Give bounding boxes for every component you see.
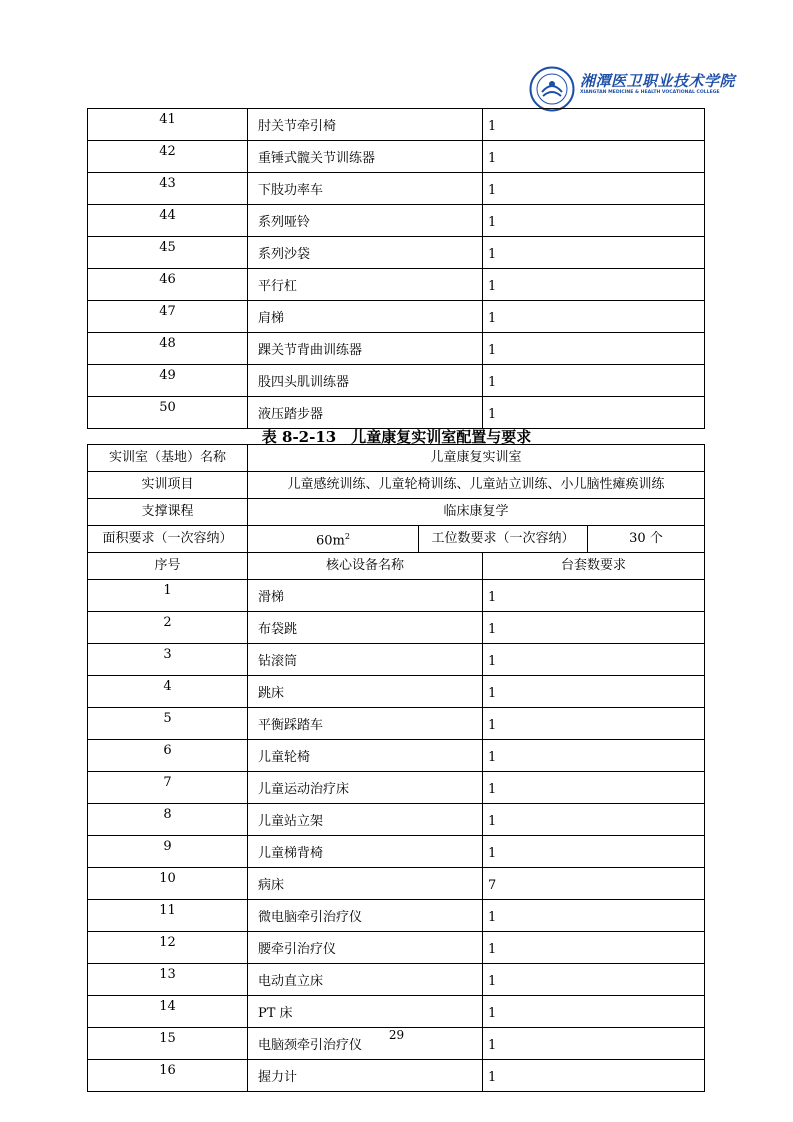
table-row	[88, 676, 705, 708]
area-value-sup: 2	[344, 531, 350, 541]
equipment-quantity: 1	[483, 269, 705, 301]
row-number: 3	[88, 644, 248, 676]
equipment-quantity: 1	[483, 237, 705, 269]
table-row	[88, 237, 705, 269]
lab-name-value: 儿童康复实训室	[248, 445, 705, 472]
equipment-quantity: 1	[483, 173, 705, 205]
row-number: 44	[88, 205, 248, 237]
table-caption: 表 8-2-13 儿童康复实训室配置与要求	[261, 428, 532, 446]
station-label: 工位数要求（一次容纳）	[419, 526, 588, 553]
table-row	[88, 109, 705, 141]
equipment-quantity: 1	[483, 964, 705, 996]
equipment-name: 踝关节背曲训练器	[248, 333, 483, 365]
equipment-quantity: 1	[483, 333, 705, 365]
equipment-quantity: 1	[483, 1028, 705, 1060]
equipment-quantity: 1	[483, 109, 705, 141]
table-row	[88, 205, 705, 237]
row-number: 7	[88, 772, 248, 804]
table-row	[88, 141, 705, 173]
equipment-quantity: 1	[483, 301, 705, 333]
equipment-name: 病床	[248, 868, 483, 900]
table-row	[88, 333, 705, 365]
col-header-no: 序号	[88, 553, 248, 580]
row-number: 12	[88, 932, 248, 964]
equipment-name: 钻滚筒	[248, 644, 483, 676]
row-number: 5	[88, 708, 248, 740]
course-label: 支撑课程	[88, 499, 248, 526]
row-number: 4	[88, 676, 248, 708]
equipment-name: 儿童轮椅	[248, 740, 483, 772]
table-row	[88, 173, 705, 205]
row-number: 15	[88, 1028, 248, 1060]
school-name-cn: 湘潭医卫职业技术学院	[580, 72, 736, 90]
equipment-name: 握力计	[248, 1060, 483, 1092]
equipment-quantity: 1	[483, 996, 705, 1028]
row-number: 49	[88, 365, 248, 397]
equipment-name: 系列哑铃	[248, 205, 483, 237]
training-project-value: 儿童感统训练、儿童轮椅训练、儿童站立训练、小儿脑性瘫痪训练	[248, 472, 705, 499]
lab-name-label: 实训室（基地）名称	[88, 445, 248, 472]
table-row	[88, 1060, 705, 1092]
equipment-quantity: 1	[483, 1060, 705, 1092]
equipment-name: 平衡踩踏车	[248, 708, 483, 740]
equipment-quantity: 1	[483, 644, 705, 676]
page-number: 29	[388, 1028, 405, 1042]
row-number: 11	[88, 900, 248, 932]
equipment-name: 电脑颈牵引治疗仪	[248, 1028, 483, 1060]
area-value	[248, 526, 419, 553]
course-row	[88, 499, 705, 526]
equipment-quantity: 7	[483, 868, 705, 900]
row-number: 48	[88, 333, 248, 365]
row-number: 10	[88, 868, 248, 900]
table-row	[88, 932, 705, 964]
area-row	[88, 526, 705, 553]
lab-name-row	[88, 445, 705, 472]
table-row	[88, 740, 705, 772]
equipment-quantity: 1	[483, 932, 705, 964]
course-value: 临床康复学	[248, 499, 705, 526]
school-seal-icon	[529, 66, 575, 112]
equipment-quantity: 1	[483, 804, 705, 836]
row-number: 8	[88, 804, 248, 836]
row-number: 2	[88, 612, 248, 644]
table-row	[88, 836, 705, 868]
equipment-name: 布袋跳	[248, 612, 483, 644]
equipment-name: 系列沙袋	[248, 237, 483, 269]
equipment-name: 跳床	[248, 676, 483, 708]
area-label: 面积要求（一次容纳）	[88, 526, 248, 553]
equipment-quantity: 1	[483, 205, 705, 237]
equipment-quantity: 1	[483, 365, 705, 397]
table-row	[88, 772, 705, 804]
row-number: 50	[88, 397, 248, 429]
table-row	[88, 644, 705, 676]
table-row	[88, 708, 705, 740]
equipment-quantity: 1	[483, 836, 705, 868]
school-name-en: XIANGTAN MEDICINE & HEALTH VOCATIONAL COLLEGE	[580, 90, 720, 95]
row-number: 16	[88, 1060, 248, 1092]
equipment-name: 肘关节牵引椅	[248, 109, 483, 141]
pediatric-rehab-lab-table	[87, 444, 705, 1092]
table-row	[88, 269, 705, 301]
row-number: 14	[88, 996, 248, 1028]
equipment-name: 儿童站立架	[248, 804, 483, 836]
equipment-name: 肩梯	[248, 301, 483, 333]
equipment-name: 儿童运动治疗床	[248, 772, 483, 804]
table-row	[88, 365, 705, 397]
col-header-qty: 台套数要求	[483, 553, 705, 580]
equipment-quantity: 1	[483, 141, 705, 173]
table-row	[88, 580, 705, 612]
table-row	[88, 612, 705, 644]
row-number: 45	[88, 237, 248, 269]
table-row	[88, 964, 705, 996]
table-row	[88, 868, 705, 900]
equipment-name: 平行杠	[248, 269, 483, 301]
training-project-row	[88, 472, 705, 499]
school-logo	[529, 66, 736, 112]
row-number: 43	[88, 173, 248, 205]
equipment-name: 股四头肌训练器	[248, 365, 483, 397]
training-project-label: 实训项目	[88, 472, 248, 499]
row-number: 47	[88, 301, 248, 333]
equipment-name: 电动直立床	[248, 964, 483, 996]
row-number: 13	[88, 964, 248, 996]
row-number: 6	[88, 740, 248, 772]
equipment-quantity: 1	[483, 580, 705, 612]
equipment-name: 液压踏步器	[248, 397, 483, 429]
table-row	[88, 301, 705, 333]
table-row	[88, 804, 705, 836]
equipment-quantity: 1	[483, 740, 705, 772]
row-number: 46	[88, 269, 248, 301]
table-row	[88, 996, 705, 1028]
equipment-quantity: 1	[483, 397, 705, 429]
area-value-base: 60m	[316, 533, 345, 549]
equipment-table-continued	[87, 108, 705, 429]
equipment-quantity: 1	[483, 708, 705, 740]
row-number: 42	[88, 141, 248, 173]
equipment-name: 微电脑牵引治疗仪	[248, 900, 483, 932]
equipment-quantity: 1	[483, 612, 705, 644]
col-header-name: 核心设备名称	[248, 553, 483, 580]
table-row	[88, 900, 705, 932]
equipment-name: 腰牵引治疗仪	[248, 932, 483, 964]
equipment-name: 下肢功率车	[248, 173, 483, 205]
equipment-name: 儿童梯背椅	[248, 836, 483, 868]
column-header-row	[88, 553, 705, 580]
equipment-quantity: 1	[483, 772, 705, 804]
row-number: 9	[88, 836, 248, 868]
equipment-name: 滑梯	[248, 580, 483, 612]
row-number: 1	[88, 580, 248, 612]
equipment-name: PT 床	[248, 996, 483, 1028]
station-value: 30 个	[588, 526, 705, 553]
row-number: 41	[88, 109, 248, 141]
equipment-quantity: 1	[483, 676, 705, 708]
table-row	[88, 397, 705, 429]
equipment-quantity: 1	[483, 900, 705, 932]
equipment-name: 重锤式髋关节训练器	[248, 141, 483, 173]
